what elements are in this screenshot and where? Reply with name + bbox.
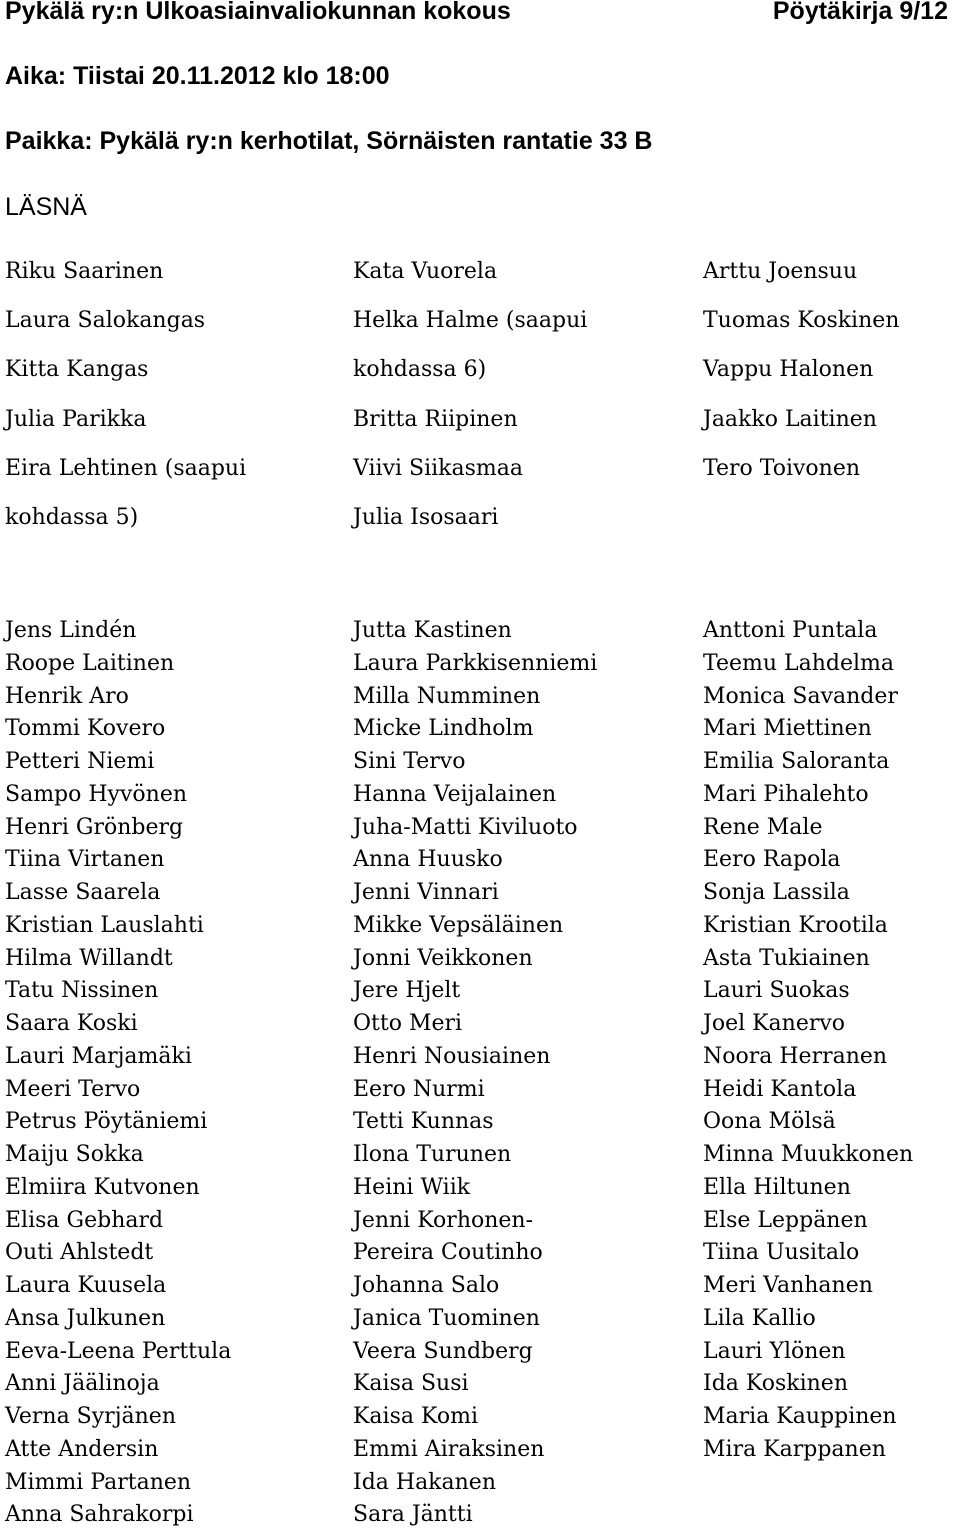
attendee-row — [0, 296, 960, 345]
attendee-row — [0, 975, 960, 1008]
attendee-name: Lasse Saarela — [5, 880, 161, 905]
attendee-name: Jonni Veikkonen — [353, 945, 533, 971]
attendee-name: Teemu Lahdelma — [703, 650, 895, 676]
attendee-name: Kristian Lauslahti — [5, 912, 204, 938]
attendee-name: Petteri Niemi — [5, 749, 155, 774]
attendee-row — [0, 444, 960, 493]
attendee-name: kohdassa 5) — [5, 504, 139, 530]
attendee-name: Mimmi Partanen — [5, 1469, 192, 1495]
attendee-row — [0, 877, 960, 910]
meeting-time: Aika: Tiistai 20.11.2012 klo 18:00 — [5, 62, 390, 90]
attendee-name: Eero Nurmi — [353, 1076, 485, 1102]
attendee-name: Heini Wiik — [353, 1174, 471, 1200]
attendee-name: Britta Riipinen — [353, 406, 518, 432]
attendee-row — [0, 1205, 960, 1238]
attendee-name: Mari Pihalehto — [703, 781, 869, 807]
attendee-name: Jere Hjelt — [353, 978, 461, 1004]
attendee-name: Laura Kuusela — [5, 1273, 167, 1298]
attendee-row — [0, 1074, 960, 1107]
attendee-row — [0, 1401, 960, 1434]
attendee-name: Saara Koski — [5, 1011, 138, 1036]
attendee-name: Petrus Pöytäniemi — [5, 1109, 208, 1135]
attendee-name: Eero Rapola — [703, 847, 841, 873]
attendee-name: Mari Miettinen — [703, 716, 872, 742]
attendee-name: Tommi Kovero — [5, 716, 166, 742]
attendee-row — [0, 779, 960, 812]
attendee-name: Laura Parkkisenniemi — [353, 650, 598, 676]
minutes-number: Pöytäkirja 9/12 — [772, 0, 948, 25]
attendee-row — [0, 746, 960, 779]
attendee-row — [0, 1172, 960, 1205]
attendee-name: Riku Saarinen — [5, 259, 164, 284]
attendee-name: Roope Laitinen — [5, 650, 175, 676]
attendee-name: Kristian Krootila — [703, 912, 888, 938]
attendee-name: Ida Hakanen — [353, 1469, 496, 1495]
attendee-name: Hilma Willandt — [5, 945, 173, 971]
attendee-name: Maiju Sokka — [5, 1142, 144, 1167]
attendee-name: Kata Vuorela — [353, 259, 498, 284]
attendee-name: Monica Savander — [703, 683, 898, 709]
attendee-name: Sonja Lassila — [703, 880, 850, 905]
attendee-name: Janica Tuominen — [353, 1305, 540, 1331]
attendee-name: Ilona Turunen — [353, 1142, 512, 1167]
attendee-name: Jenni Vinnari — [353, 880, 499, 905]
attendee-name: Emmi Airaksinen — [353, 1436, 545, 1462]
attendee-name: Asta Tukiainen — [703, 945, 870, 971]
attendee-row — [0, 1368, 960, 1401]
attendee-name: Tatu Nissinen — [5, 978, 159, 1004]
meeting-title: Pykälä ry:n Ulkoasiainvaliokunnan kokous — [5, 0, 511, 25]
attendee-row — [0, 1237, 960, 1270]
attendee-name: Jenni Korhonen- — [353, 1207, 534, 1233]
attendee-name: Helka Halme (saapui — [353, 308, 588, 334]
attendee-row — [0, 812, 960, 845]
attendee-name: Julia Parikka — [5, 406, 147, 432]
present-list-lower — [0, 615, 960, 1532]
attendee-row — [0, 1467, 960, 1500]
attendee-name: Mikke Vepsäläinen — [353, 912, 564, 938]
attendee-name: Minna Muukkonen — [703, 1142, 914, 1167]
present-list-upper — [0, 247, 960, 542]
attendee-name: Anni Jäälinoja — [5, 1371, 160, 1397]
attendee-name: Outi Ahlstedt — [5, 1240, 154, 1266]
attendee-name: Otto Meri — [353, 1011, 463, 1036]
attendee-name: Tetti Kunnas — [353, 1109, 494, 1135]
attendee-name: Eira Lehtinen (saapui — [5, 455, 247, 481]
attendee-name: Jens Lindén — [5, 618, 137, 643]
attendee-name: Heidi Kantola — [703, 1076, 857, 1102]
attendee-name: Veera Sundberg — [353, 1338, 533, 1364]
attendee-name: Ella Hiltunen — [703, 1174, 851, 1200]
attendee-name: Juha-Matti Kiviluoto — [353, 814, 578, 840]
attendee-row — [0, 681, 960, 714]
attendee-name: Elmiira Kutvonen — [5, 1174, 200, 1200]
attendee-name: Ida Koskinen — [703, 1371, 848, 1397]
attendee-row — [0, 615, 960, 648]
attendee-row — [0, 1139, 960, 1172]
attendee-name: Kaisa Komi — [353, 1404, 478, 1429]
attendee-name: Tiina Uusitalo — [703, 1240, 860, 1266]
attendee-row — [0, 493, 960, 542]
attendee-row — [0, 395, 960, 444]
attendee-name: Viivi Siikasmaa — [353, 455, 524, 481]
attendee-name: Vappu Halonen — [703, 357, 874, 383]
attendee-name: Jutta Kastinen — [353, 618, 512, 643]
attendee-name: Lauri Marjamäki — [5, 1043, 192, 1069]
attendee-name: Milla Numminen — [353, 683, 541, 709]
attendee-name: Hanna Veijalainen — [353, 781, 557, 807]
attendee-name: Atte Andersin — [5, 1436, 159, 1462]
attendee-name: Tuomas Koskinen — [703, 308, 900, 334]
attendee-name: Tero Toivonen — [703, 455, 861, 481]
attendee-name: Lauri Ylönen — [703, 1338, 846, 1364]
attendee-name: Micke Lindholm — [353, 716, 534, 742]
attendee-row — [0, 648, 960, 681]
attendee-name: Noora Herranen — [703, 1043, 888, 1069]
attendee-row — [0, 345, 960, 394]
attendee-name: Arttu Joensuu — [703, 259, 858, 284]
attendee-name: Jaakko Laitinen — [703, 406, 877, 432]
attendee-name: Tiina Virtanen — [5, 847, 165, 873]
attendee-name: Lauri Suokas — [703, 978, 850, 1004]
meeting-place: Paikka: Pykälä ry:n kerhotilat, Sörnäisten rantatie 33 B — [5, 127, 653, 155]
attendee-name: Pereira Coutinho — [353, 1240, 543, 1266]
attendee-row — [0, 943, 960, 976]
attendee-name: Laura Salokangas — [5, 308, 206, 334]
attendee-name: Emilia Saloranta — [703, 749, 890, 774]
attendee-name: Meri Vanhanen — [703, 1273, 873, 1298]
attendee-row — [0, 713, 960, 746]
attendee-name: Ansa Julkunen — [5, 1305, 166, 1331]
attendee-name: Anna Huusko — [353, 847, 503, 873]
attendee-name: Verna Syrjänen — [5, 1404, 176, 1429]
attendee-name: Kaisa Susi — [353, 1371, 469, 1397]
attendee-name: Sara Jäntti — [353, 1502, 473, 1528]
attendee-name: Julia Isosaari — [353, 504, 499, 530]
attendee-name: kohdassa 6) — [353, 357, 487, 383]
attendee-name: Lila Kallio — [703, 1305, 816, 1331]
attendee-name: Oona Mölsä — [703, 1109, 836, 1135]
attendee-row — [0, 1041, 960, 1074]
attendee-name: Johanna Salo — [353, 1273, 500, 1298]
attendee-name: Anttoni Puntala — [703, 618, 878, 643]
attendee-row — [0, 1106, 960, 1139]
attendee-name: Sampo Hyvönen — [5, 781, 188, 807]
attendee-row — [0, 844, 960, 877]
present-heading: LÄSNÄ — [5, 193, 87, 221]
attendee-name: Henrik Aro — [5, 683, 129, 709]
attendee-row — [0, 1499, 960, 1532]
attendee-name: Kitta Kangas — [5, 357, 149, 383]
attendee-name: Elisa Gebhard — [5, 1207, 164, 1233]
attendee-name: Sini Tervo — [353, 749, 466, 774]
attendee-row — [0, 1270, 960, 1303]
attendee-row — [0, 1303, 960, 1336]
attendee-name: Maria Kauppinen — [703, 1404, 897, 1429]
attendee-row — [0, 910, 960, 943]
attendee-name: Eeva-Leena Perttula — [5, 1338, 232, 1364]
attendee-row — [0, 1336, 960, 1369]
attendee-name: Rene Male — [703, 814, 823, 840]
attendee-name: Mira Karppanen — [703, 1436, 886, 1462]
attendee-name: Anna Sahrakorpi — [5, 1502, 194, 1528]
attendee-row — [0, 1434, 960, 1467]
attendee-name: Henri Grönberg — [5, 814, 184, 840]
attendee-row — [0, 247, 960, 296]
attendee-name: Meeri Tervo — [5, 1076, 141, 1102]
attendee-name: Henri Nousiainen — [353, 1043, 551, 1069]
attendee-name: Else Leppänen — [703, 1207, 868, 1233]
attendee-row — [0, 1008, 960, 1041]
attendee-name: Joel Kanervo — [703, 1011, 846, 1036]
